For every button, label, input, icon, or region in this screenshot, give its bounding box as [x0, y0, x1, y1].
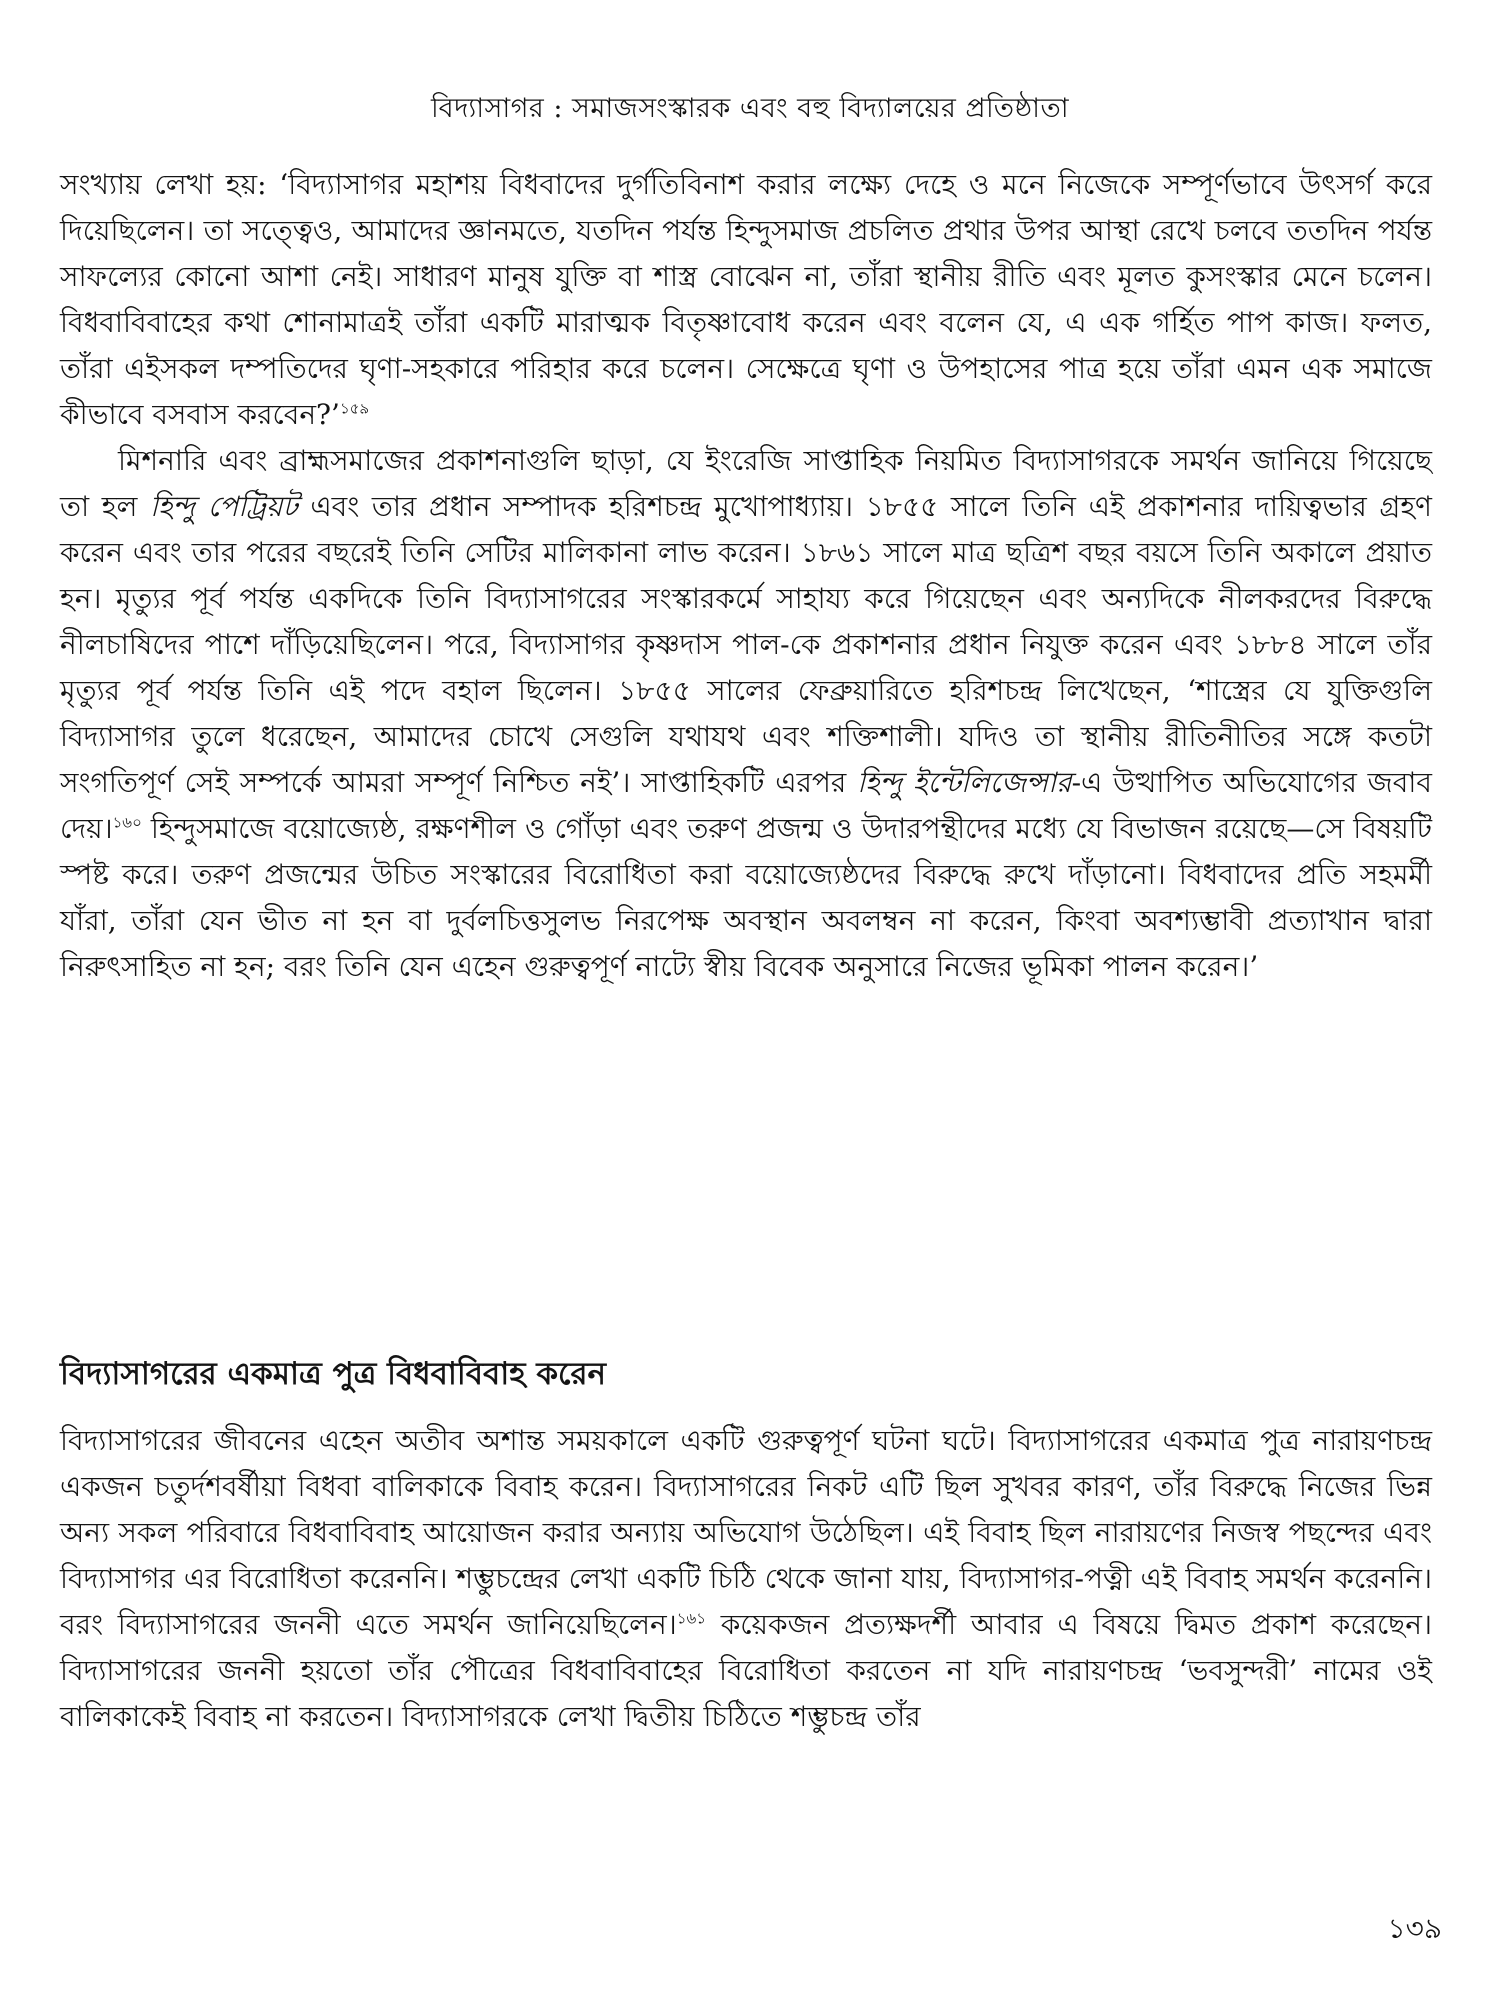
running-head: বিদ্যাসাগর : সমাজসংস্কারক এবং বহু বিদ্যালয়ের প্রতিষ্ঠাতা	[430, 93, 1070, 124]
section-heading: বিদ্যাসাগরের একমাত্র পুত্র বিধবাবিবাহ করেন	[60, 1356, 607, 1392]
paragraph-text: বিদ্যাসাগরের জীবনের এহেন অতীব অশান্ত সময়কালে একটি গুরুত্বপূর্ণ ঘটনা ঘটে। বিদ্যাসাগরের একমাত্র পুত্র নারায়ণচন্দ্র একজন চতুর্দশবর্ষীয়া বিধবা বালিকাকে বিবাহ করেন। বিদ্যাসাগরের নিকট এটি ছিল সুখবর কারণ, তাঁর বিরুদ্ধে নিজের ভিন্ন অন্য সকল পরিবারে বিধবাবিবাহ আয়োজন করার অন্যায় অভিযোগ উঠেছিল। এই বিবাহ ছিল নারায়ণের নিজস্ব পছন্দের এবং বিদ্যাসাগর এর বিরোধিতা করেননি। শম্ভুচন্দ্রের লেখা একটি চিঠি থেকে জানা যায়, বিদ্যাসাগর-পত্নী এই বিবাহ সমর্থন করেননি। বরং বিদ্যাসাগরের জননী এতে সমর্থন জানিয়েছিলেন।	[60, 1424, 1432, 1641]
paragraph-text: মিশনারি এবং ব্রাহ্মসমাজের প্রকাশনাগুলি ছাড়া, যে ইংরেজি সাপ্তাহিক নিয়মিত বিদ্যাসাগরকে সমর্থন জানিয়ে গিয়েছে তা হল	[60, 444, 1432, 523]
paragraph-hindu-patriot	[60, 438, 1432, 990]
text-block-lower	[60, 1418, 1432, 1740]
paragraph-quote-continuation	[60, 162, 1432, 438]
paragraph-text: হিন্দুসমাজে বয়োজ্যেষ্ঠ, রক্ষণশীল ও গোঁড়া এবং তরুণ প্রজন্ম ও উদারপন্থীদের মধ্যে যে বিভাজন রয়েছে—সে বিষয়টি স্পষ্ট করে। তরুণ প্রজন্মের উচিত সংস্কারের বিরোধিতা করা বয়োজ্যেষ্ঠদের বিরুদ্ধে রুখে দাঁড়ানো। বিধবাদের প্রতি সহমর্মী যাঁরা, তাঁরা যেন ভীত না হন বা দুর্বলচিত্তসুলভ নিরপেক্ষ অবস্থান অবলম্বন না করেন, কিংবা অবশ্যম্ভাবী প্রত্যাখান দ্বারা নিরুৎসাহিত না হন; বরং তিনি যেন এহেন গুরুত্বপূর্ণ নাট্যে স্বীয় বিবেক অনুসারে নিজের ভূমিকা পালন করেন।’	[60, 812, 1432, 983]
paragraph-text: কয়েকজন প্রত্যক্ষদর্শী আবার এ বিষয়ে দ্বিমত প্রকাশ করেছেন। বিদ্যাসাগরের জননী হয়তো তাঁর পৌত্রের বিধবাবিবাহের বিরোধিতা করতেন না যদি নারায়ণচন্দ্র ‘ভবসুন্দরী’ নামের ওই বালিকাকেই বিবাহ না করতেন। বিদ্যাসাগরকে লেখা দ্বিতীয় চিঠিতে শম্ভুচন্দ্র তাঁর	[60, 1608, 1432, 1733]
footnote-ref: ১৬০	[112, 813, 142, 832]
paragraph-son-marriage	[60, 1418, 1432, 1740]
paragraph-text: -এ উত্থাপিত অভিযোগের জবাব দেয়।	[60, 766, 1432, 845]
page-number: ১৩৯	[1387, 1912, 1442, 1945]
italic-title: হিন্দু ইন্টেলিজেন্সার	[857, 766, 1072, 799]
footnote-ref: ১৫৯	[339, 399, 370, 418]
footnote-ref: ১৬১	[676, 1609, 706, 1628]
text-block-upper	[60, 162, 1432, 990]
paragraph-text: এবং তার প্রধান সম্পাদক হরিশচন্দ্র মুখোপাধ্যায়। ১৮৫৫ সালে তিনি এই প্রকাশনার দায়িত্বভার গ্রহণ করেন এবং তার পরের বছরেই তিনি সেটির মালিকানা লাভ করেন। ১৮৬১ সালে মাত্র ছত্রিশ বছর বয়সে তিনি অকালে প্রয়াত হন। মৃত্যুর পূর্ব পর্যন্ত একদিকে তিনি বিদ্যাসাগরের সংস্কারকর্মে সাহায্য করে গিয়েছেন এবং অন্যদিকে নীলকরদের বিরুদ্ধে নীলচাষিদের পাশে দাঁড়িয়েছিলেন। পরে, বিদ্যাসাগর কৃষ্ণদাস পাল-কে প্রকাশনার প্রধান নিযুক্ত করেন এবং ১৮৮৪ সালে তাঁর মৃত্যুর পূর্ব পর্যন্ত তিনি এই পদে বহাল ছিলেন। ১৮৫৫ সালের ফেব্রুয়ারিতে হরিশচন্দ্র লিখেছেন, ‘শাস্ত্রের যে যুক্তিগুলি বিদ্যাসাগর তুলে ধরেছেন, আমাদের চোখে সেগুলি যথাযথ এবং শক্তিশালী। যদিও তা স্থানীয় রীতিনীতির সঙ্গে কতটা সংগতিপূর্ণ সেই সম্পর্কে আমরা সম্পূর্ণ নিশ্চিত নই’। সাপ্তাহিকটি এরপর	[60, 490, 1432, 799]
paragraph-text: সংখ্যায় লেখা হয়: ‘বিদ্যাসাগর মহাশয় বিধবাদের দুর্গতিবিনাশ করার লক্ষ্যে দেহে ও মনে নিজেকে সম্পূর্ণভাবে উৎসর্গ করে দিয়েছিলেন। তা সত্ত্বেও, আমাদের জ্ঞানমতে, যতদিন পর্যন্ত হিন্দুসমাজ প্রচলিত প্রথার উপর আস্থা রেখে চলবে ততদিন পর্যন্ত সাফল্যের কোনো আশা নেই। সাধারণ মানুষ যুক্তি বা শাস্ত্র বোঝেন না, তাঁরা স্থানীয় রীতি এবং মূলত কুসংস্কার মেনে চলেন। বিধবাবিবাহের কথা শোনামাত্রই তাঁরা একটি মারাত্মক বিতৃষ্ণাবোধ করেন এবং বলেন যে, এ এক গর্হিত পাপ কাজ। ফলত, তাঁরা এইসকল দম্পতিদের ঘৃণা-সহকারে পরিহার করে চলেন। সেক্ষেত্রে ঘৃণা ও উপহাসের পাত্র হয়ে তাঁরা এমন এক সমাজে কীভাবে বসবাস করবেন?’	[60, 168, 1432, 431]
italic-title: হিন্দু পেট্রিয়ট	[149, 490, 298, 523]
